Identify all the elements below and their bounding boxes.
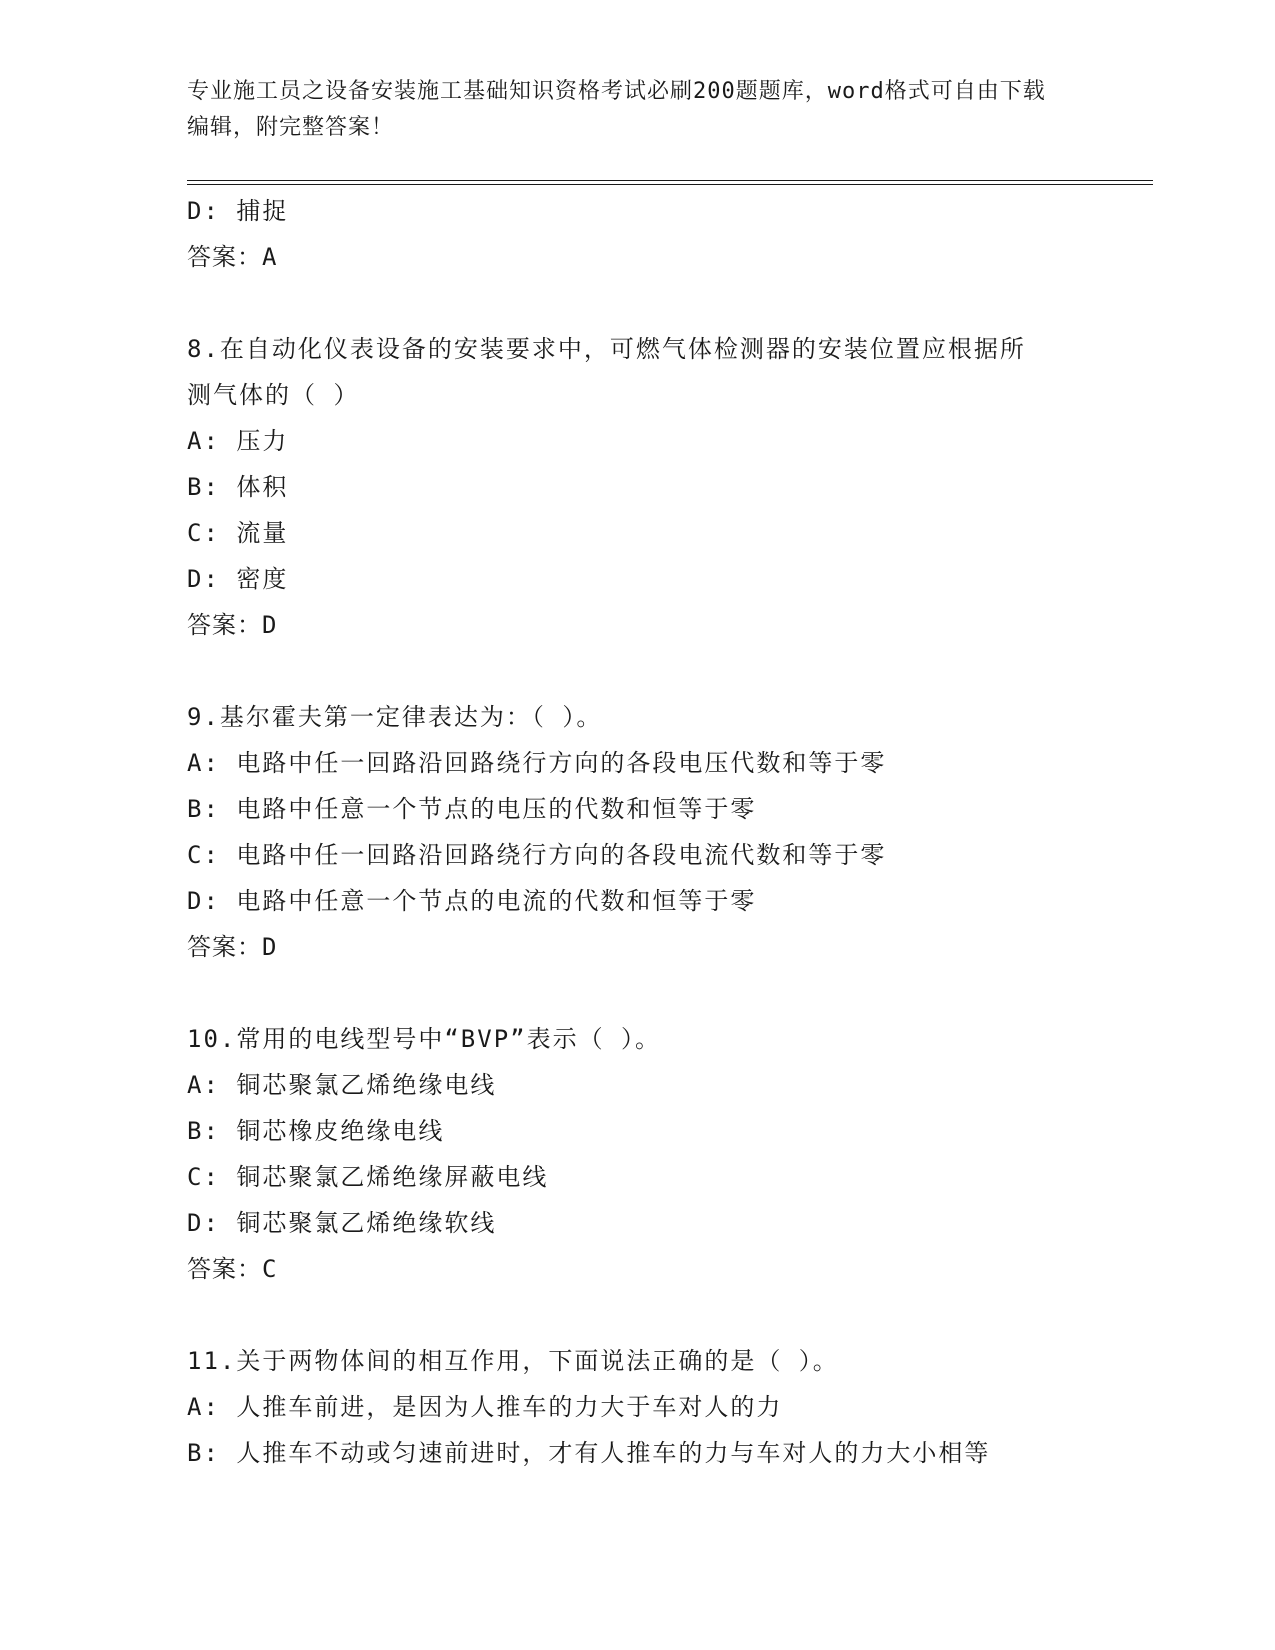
option-b: B: 人推车不动或匀速前进时，才有人推车的力与车对人的力大小相等 [187,1439,991,1467]
option-d: D: 电路中任意一个节点的电流的代数和恒等于零 [187,887,757,915]
document-title: 专业施工员之设备安装施工基础知识资格考试必刷200题题库，word格式可自由下载编辑，附完整答案！ [187,79,1046,140]
option-a: A: 电路中任一回路沿回路绕行方向的各段电压代数和等于零 [187,749,887,777]
option-b: B: 电路中任意一个节点的电压的代数和恒等于零 [187,795,757,823]
option-b: B: 体积 [187,473,289,501]
question-stem: 10.常用的电线型号中“BVP”表示（ ）。 [187,1025,662,1053]
spacer [187,280,1087,326]
answer: 答案：D [187,611,278,639]
option-a: A: 人推车前进，是因为人推车的力大于车对人的力 [187,1393,783,1421]
spacer [187,970,1087,1016]
option-c: C: 电路中任一回路沿回路绕行方向的各段电流代数和等于零 [187,841,887,869]
spacer [187,1292,1087,1338]
answer: 答案：D [187,933,278,961]
spacer [187,648,1087,694]
header-rule-bottom [187,184,1153,185]
question-list [187,188,1087,1476]
option-d: D: 密度 [187,565,289,593]
option-b: B: 铜芯橡皮绝缘电线 [187,1117,445,1145]
option-c: C: 流量 [187,519,289,547]
option-a: A: 压力 [187,427,289,455]
answer: 答案：C [187,1255,278,1283]
option-d: D: 捕捉 [187,197,289,225]
header-rule-top [187,180,1153,181]
question-stem: 8.在自动化仪表设备的安装要求中，可燃气体检测器的安装位置应根据所测气体的（ ） [187,335,1026,409]
answer: 答案：A [187,243,278,271]
option-d: D: 铜芯聚氯乙烯绝缘软线 [187,1209,497,1237]
question-stem: 9.基尔霍夫第一定律表达为：（ ）。 [187,703,603,731]
option-c: C: 铜芯聚氯乙烯绝缘屏蔽电线 [187,1163,549,1191]
document-header [187,74,1067,146]
question-stem: 11.关于两物体间的相互作用，下面说法正确的是（ ）。 [187,1347,839,1375]
option-a: A: 铜芯聚氯乙烯绝缘电线 [187,1071,497,1099]
